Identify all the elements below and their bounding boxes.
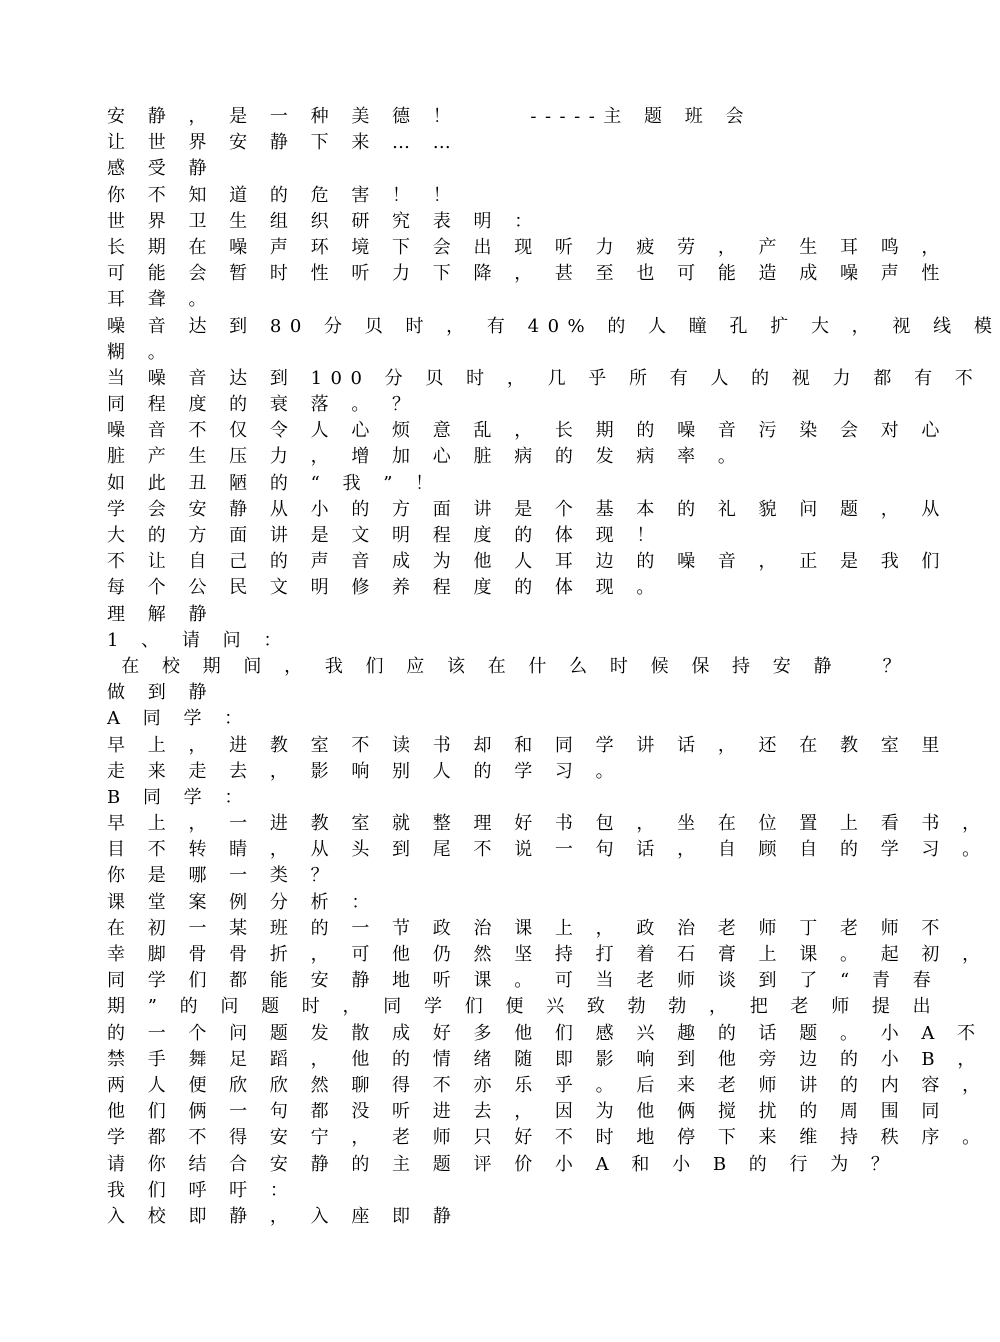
section-heading: 我 们 呼 吁 ： xyxy=(107,1179,297,1201)
text-line: 请 你 结 合 安 静 的 主 题 评 价 小 A 和 小 B 的 行 为 ？ xyxy=(107,1153,898,1175)
text-line: 禁 手 舞 足 蹈 ， 他 的 情 绪 随 即 影 响 到 他 旁 边 的 小 B ， xyxy=(107,1048,984,1070)
text-line: 在 初 一 某 班 的 一 节 政 治 课 上 ， 政 治 老 师 丁 老 师 不 xyxy=(107,917,948,939)
section-heading: 做 到 静 xyxy=(107,682,215,704)
text-line: 两 人 便 欣 欣 然 聊 得 不 亦 乐 乎 。 后 来 老 师 讲 的 内 容 ， xyxy=(107,1074,989,1096)
text-line: 让 世 界 安 静 下 来 … … xyxy=(107,132,460,154)
text-line: 噪 音 不 仅 令 人 心 烦 意 乱 ， 长 期 的 噪 音 污 染 会 对 心 xyxy=(107,420,948,442)
section-heading: 理 解 静 xyxy=(107,603,215,625)
text-line: 长 期 在 噪 声 环 境 下 会 出 现 听 力 疲 劳 ， 产 生 耳 鸣 ， xyxy=(107,236,948,258)
text-line: 期 ” 的 问 题 时 ， 同 学 们 便 兴 致 勃 勃 ， 把 老 师 提 出 xyxy=(107,996,940,1018)
text-line: 1 、 请 问 ： xyxy=(107,629,290,651)
text-line: 耳 聋 。 xyxy=(107,289,215,311)
text-line: 如 此 丑 陋 的 “ 我 ” ！ xyxy=(107,472,442,494)
text-line: 学 都 不 得 安 宁 ， 老 师 只 好 不 时 地 停 下 来 维 持 秩 序 。 xyxy=(107,1127,989,1149)
text-line: 入 校 即 静 ， 入 座 即 静 xyxy=(107,1205,460,1227)
text-line: 他 们 俩 一 句 都 没 听 进 去 ， 因 为 他 俩 搅 扰 的 周 围 同 xyxy=(107,1101,948,1123)
text-line: 可 能 会 暂 时 性 听 力 下 降 ， 甚 至 也 可 能 造 成 噪 声 性 xyxy=(107,263,948,285)
section-heading: 感 受 静 xyxy=(107,158,215,180)
text-line: 学 会 安 静 从 小 的 方 面 讲 是 个 基 本 的 礼 貌 问 题 ， 从 xyxy=(107,498,948,520)
text-line: 当 噪 音 达 到 100 分 贝 时 ， 几 乎 所 有 人 的 视 力 都 有 不 xyxy=(107,367,982,389)
section-heading: 课 堂 案 例 分 析 ： xyxy=(107,891,378,913)
document-text xyxy=(107,104,1000,1230)
text-line: 大 的 方 面 讲 是 文 明 程 度 的 体 现 ！ xyxy=(107,525,663,546)
text-line: 噪 音 达 到 80 分 贝 时 ， 有 40% 的 人 瞳 孔 扩 大 ， 视 线 模 xyxy=(107,315,1000,337)
text-line: 目 不 转 睛 ， 从 头 到 尾 不 说 一 句 话 ， 自 顾 自 的 学 习 。 xyxy=(107,839,989,861)
text-line: 幸 脚 骨 骨 折 ， 可 他 仍 然 坚 持 打 着 石 膏 上 课 。 起 初 ， xyxy=(107,944,989,965)
text-line: 脏 产 生 压 力 ， 增 加 心 脏 病 的 发 病 率 。 xyxy=(107,446,745,468)
title-line: 安 静 ， 是 一 种 美 德 ！ -----主 题 班 会 xyxy=(107,106,752,127)
text-line: 糊 。 xyxy=(107,341,175,363)
text-line: 在 校 期 间 ， 我 们 应 该 在 什 么 时 候 保 持 安 静 ？ xyxy=(107,655,910,677)
text-line: 同 学 们 都 能 安 静 地 听 课 。 可 当 老 师 谈 到 了 “ 青 春 xyxy=(107,970,940,992)
text-line: 你 是 哪 一 类 ？ xyxy=(107,865,338,887)
text-line: B 同 学 ： xyxy=(107,786,251,808)
text-line: 同 程 度 的 衰 落 。 ？ xyxy=(107,394,419,416)
text-line: 早 上 ， 一 进 教 室 就 整 理 好 书 包 ， 坐 在 位 置 上 看 书 ， xyxy=(107,813,989,835)
text-line: 世 界 卫 生 组 织 研 究 表 明 ： xyxy=(107,210,541,232)
text-line: 不 让 自 己 的 声 音 成 为 他 人 耳 边 的 噪 音 ， 正 是 我 们 xyxy=(107,551,948,573)
text-line: A 同 学 ： xyxy=(107,708,251,730)
text-line: 每 个 公 民 文 明 修 养 程 度 的 体 现 。 xyxy=(107,577,663,599)
text-line: 的 一 个 问 题 发 散 成 好 多 他 们 感 兴 趣 的 话 题 。 小 A 不 xyxy=(107,1022,984,1044)
text-line: 走 来 走 去 ， 影 响 别 人 的 学 习 。 xyxy=(107,760,623,782)
text-line: 你 不 知 道 的 危 害 ！ ！ xyxy=(107,184,460,206)
text-line: 早 上 ， 进 教 室 不 读 书 却 和 同 学 讲 话 ， 还 在 教 室 里 xyxy=(107,734,948,756)
